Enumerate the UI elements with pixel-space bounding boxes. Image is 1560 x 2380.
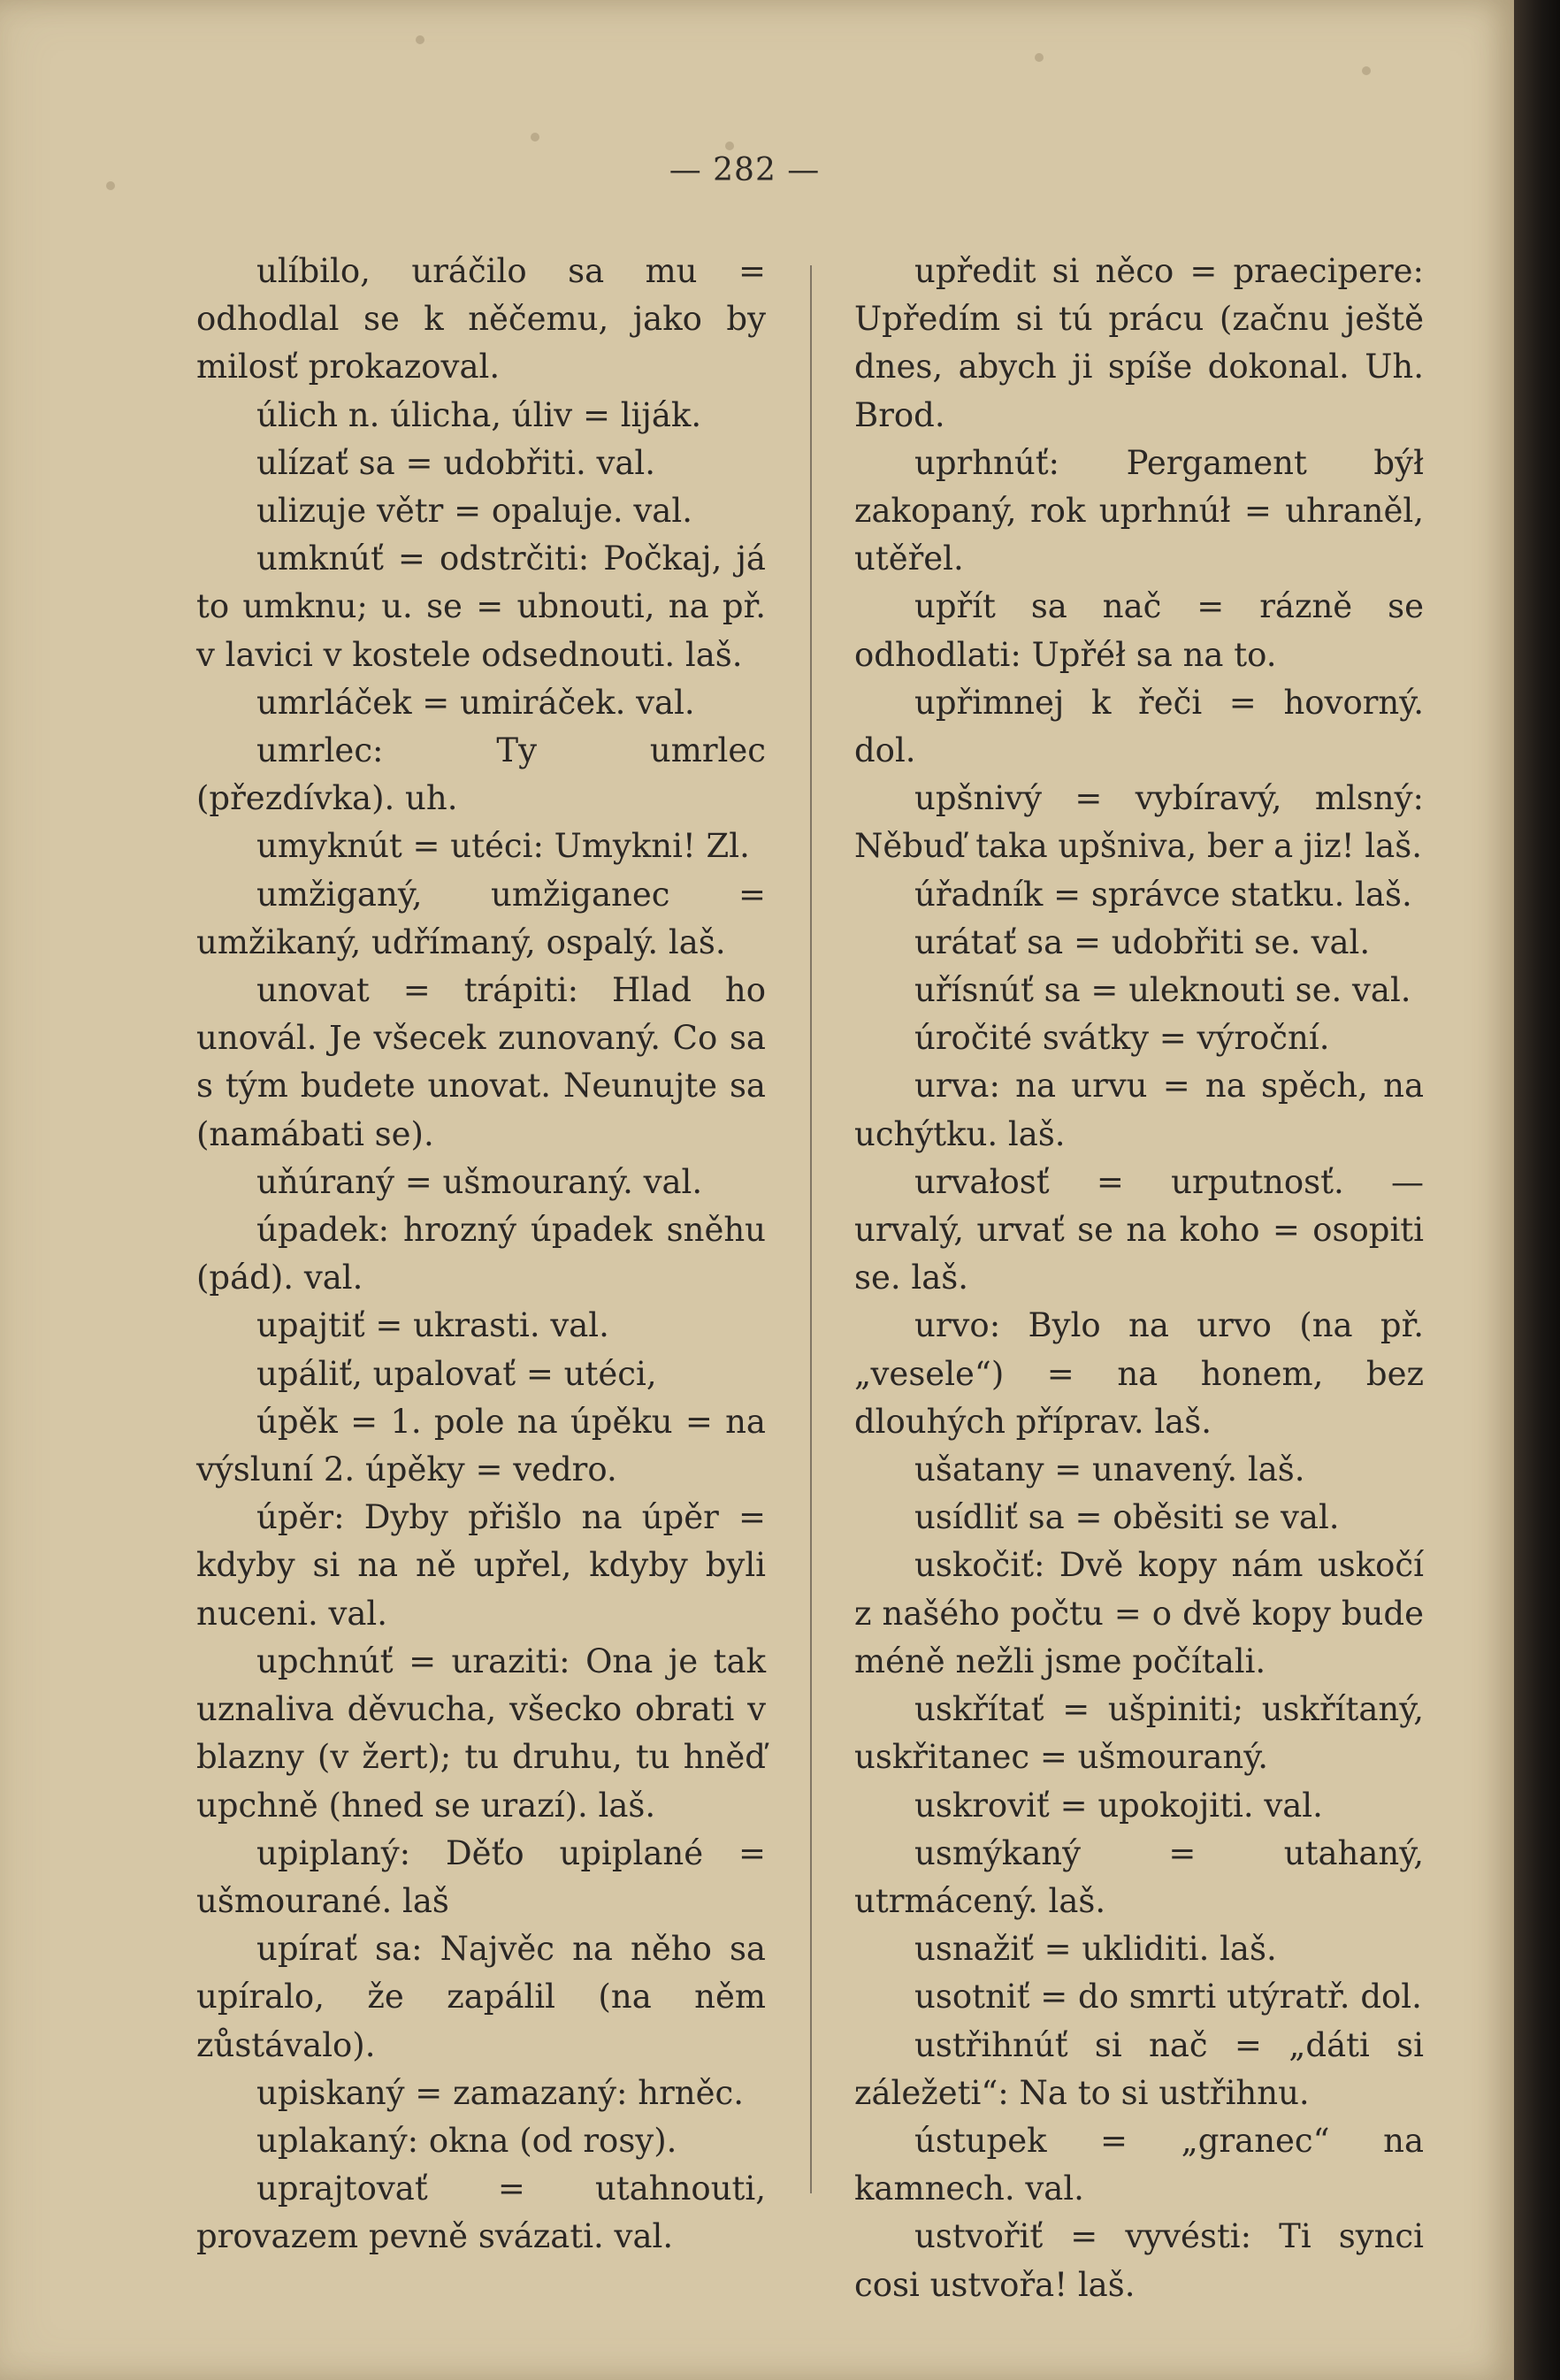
- dictionary-entry: upředit si něco = praecipere: Upředím si tú prácu (začnu ještě dnes, abych ji spíše dokonal. Uh. Brod.: [854, 252, 1424, 434]
- paper-speck: [1362, 66, 1371, 75]
- dictionary-entry: upchnúť = uraziti: Ona je tak uznaliva děvucha, všecko obrati v blazny (v žert); tu druhu, tu hněď upchně (hned se urazí). laš.: [196, 1642, 766, 1825]
- dictionary-entry: upřít sa nač = rázně se odhodlati: Upřéł sa na to.: [854, 587, 1424, 674]
- dictionary-entry: uskřítať = ušpiniti; uskřítaný, uskřitanec = ušmouraný.: [854, 1690, 1424, 1777]
- dictionary-entry: upiplaný: Děťo upiplané = ušmourané. laš: [196, 1833, 766, 1920]
- dictionary-entry: ulizuje větr = opaluje. val.: [256, 492, 692, 531]
- dictionary-entry: urvałosť = urputnosť. — urvalý, urvať se na koho = osopiti se. laš.: [854, 1162, 1424, 1297]
- dictionary-entry: usotniť = do smrti utýratř. dol.: [914, 1978, 1422, 2016]
- dictionary-entry: upřimnej k řeči = hovorný. dol.: [854, 683, 1424, 770]
- dictionary-entry: upiskaný = zamazaný: hrněc.: [256, 2073, 745, 2112]
- dictionary-entry: upáliť, upalovať = utéci,: [256, 1354, 657, 1393]
- paper-speck: [416, 35, 424, 44]
- dictionary-entry: urvo: Bylo na urvo (na př. „vesele“) = na honem, bez dlouhých příprav. laš.: [854, 1306, 1424, 1441]
- dictionary-entry: umknúť = odstrčiti: Počkaj, já to umknu; u. se = ubnouti, na př. v lavici v kostele odsednouti. laš.: [196, 540, 766, 674]
- dictionary-entry: usmýkaný = utahaný, utrmácený. laš.: [854, 1833, 1424, 1920]
- dictionary-entry: usídliť sa = oběsiti se val.: [914, 1498, 1340, 1537]
- paper-speck: [725, 142, 734, 150]
- dictionary-entry: usnažiť = ukliditi. laš.: [914, 1930, 1277, 1969]
- dictionary-entry: umyknút = utéci: Umykni! Zl.: [256, 827, 750, 866]
- left-column: [196, 248, 766, 2261]
- book-spine-edge: [1514, 0, 1560, 2380]
- dictionary-entry: uřísnúť sa = uleknouti se. val.: [914, 971, 1411, 1010]
- right-column: [854, 248, 1424, 2309]
- dictionary-entry: úpadek: hrozný úpadek sněhu (pád). val.: [196, 1211, 766, 1297]
- dictionary-entry: upšnivý = vybíravý, mlsný: Něbuď taka upšniva, ber a jiz! laš.: [854, 779, 1424, 866]
- dictionary-entry: umrláček = umiráček. val.: [256, 683, 695, 722]
- dictionary-entry: úlich n. úlicha, úliv = liják.: [256, 395, 702, 434]
- dictionary-entry: umžiganý, umžiganec = umžikaný, udřímaný, ospalý. laš.: [196, 875, 766, 961]
- dictionary-entry: ustřihnúť si nač = „dáti si záležeti“: Na to si ustřihnu.: [854, 2025, 1424, 2112]
- dictionary-entry: úřadník = správce statku. laš.: [914, 875, 1412, 914]
- dictionary-entry: urátať sa = udobřiti se. val.: [914, 922, 1371, 961]
- paper-speck: [531, 133, 539, 142]
- dictionary-entry: ustvořiť = vyvésti: Ti synci cosi ustvořa! laš.: [854, 2217, 1424, 2304]
- dictionary-entry: ulíbilo, uráčilo sa mu = odhodlal se k něčemu, jako by milosť prokazoval.: [196, 252, 766, 386]
- dictionary-entry: uprhnúť: Pergament býł zakopaný, rok uprhnúł = uhraněl, utěřel.: [854, 443, 1424, 578]
- paper-speck: [1035, 53, 1044, 62]
- dictionary-entry: ulízať sa = udobřiti. val.: [256, 443, 656, 482]
- dictionary-entry: uskočiť: Dvě kopy nám uskočí z našého počtu = o dvě kopy bude méně nežli jsme počítali.: [854, 1546, 1424, 1680]
- dictionary-entry: úpěk = 1. pole na úpěku = na výsluní 2. úpěky = vedro.: [196, 1402, 766, 1489]
- dictionary-entry: unovat = trápiti: Hlad ho unovál. Je všecek zunovaný. Co sa s tým budete unovat. Neunujte sa (namábati se).: [196, 971, 766, 1153]
- dictionary-entry: uskroviť = upokojiti. val.: [914, 1786, 1323, 1825]
- dictionary-entry: uňúraný = ušmouraný. val.: [256, 1162, 703, 1201]
- dictionary-entry: ústupek = „granec“ na kamnech. val.: [854, 2121, 1424, 2208]
- dictionary-entry: úročité svátky = výroční.: [914, 1019, 1330, 1058]
- page-number: — 282 —: [669, 152, 821, 188]
- dictionary-entry: ušatany = unavený. laš.: [914, 1450, 1305, 1489]
- dictionary-entry: úpěr: Dyby přišlo na úpěr = kdyby si na ně upřel, kdyby byli nuceni. val.: [196, 1498, 766, 1633]
- dictionary-entry: uplakaný: okna (od rosy).: [256, 2121, 677, 2160]
- dictionary-entry: upírať sa: Najvěc na něho sa upíralo, že zapálil (na něm zůstávalo).: [196, 1930, 766, 2064]
- column-divider: [810, 265, 812, 2193]
- dictionary-entry: upajtiť = ukrasti. val.: [256, 1306, 609, 1345]
- dictionary-entry: umrlec: Ty umrlec (přezdívka). uh.: [196, 731, 766, 818]
- dictionary-entry: uprajtovať = utahnouti, provazem pevně svázati. val.: [196, 2170, 766, 2256]
- dictionary-entry: urva: na urvu = na spěch, na uchýtku. laš.: [854, 1067, 1424, 1153]
